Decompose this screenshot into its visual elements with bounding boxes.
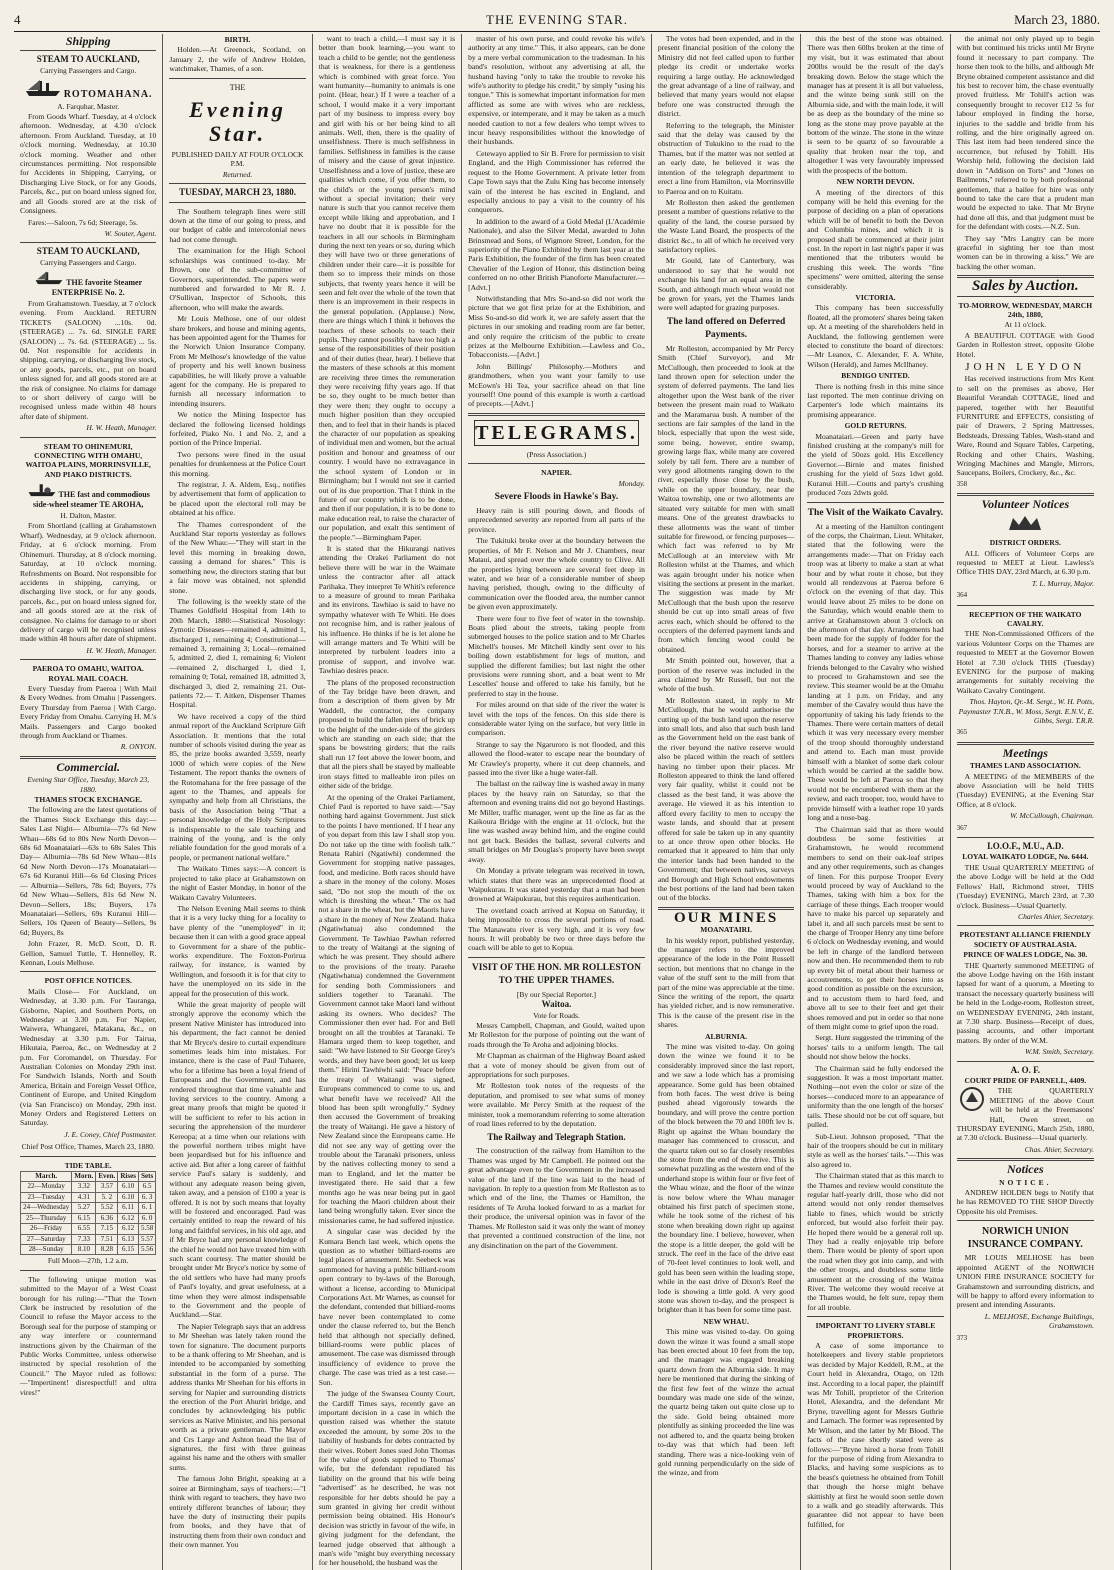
published-line: PUBLISHED DAILY AT FOUR O'CLOCK P.M. <box>171 150 304 169</box>
special-reporter: [By our Special Reporter.] <box>516 989 597 999</box>
flood-heading: Severe Floods in Hawke's Bay. <box>494 492 619 503</box>
ad1-title: STEAM TO AUCKLAND, <box>36 54 140 65</box>
masthead <box>14 6 1100 32</box>
tide-cell: 5.56 <box>138 1244 155 1254</box>
col2-paragraph: The Napier Telegraph says that an address to Mr Sheehan was lately taken round the town for signature. The document purports to be a thank offering to Mr Sheehan, and is intended to be accompanied by something substantial in the form of a purse. The address thanks Mr Sheehan for his efforts in serving for Napier and surrounding districts the erection of the Port Ahuriri bridge, and concludes by acknowledging his public services as Native Minister, and his personal worth as a private gentleman. The Mayor and Crs Large and Ashton head the list of signatures, the first with three guineas against his name and the others with smaller sums. <box>169 1321 306 1472</box>
cavalry-paragraphs <box>807 522 943 1313</box>
ad3-ship: THE fast and commodious side-wheel steamer TE AROHA, <box>20 481 156 509</box>
col7-articles <box>957 34 1094 271</box>
auction-details: Has received instructions from Mrs Kent to sell on the premises as above, Her Beautiful Verandah COTTAGE, lined and papered, together with her Beautiful FURNITURE and EFFECTS, consisting of pair of Drawers, 2 Spring Mattresses, Bedsteads, Dressing Tables, Wash-stand and Ware, Round and Square Tables, Carpeting, Rocking and other Chairs, Washing, Wringing Machines and Mangle, Mirrors, Saucepans, Boilers, Crockery, &c., &c. <box>956 374 1094 478</box>
section-shipping: Shipping <box>65 34 111 48</box>
moanataiari-heading: MOANATAIRI. <box>700 925 752 935</box>
district-orders-sign: T. L. Murray, Major. <box>1031 578 1094 588</box>
gold-returns-paragraph: Moanataiari.—Green and party have finished crushing at the company's mill for the yield of 50ozs gold. His Excellency Governor.—Birnie and mates finished crushing for the yield of 5ozs 1dwt gold. Kuranui Hill.—Coutts and party's crushing produced 7ozs 2dwts gold. <box>807 431 944 498</box>
tide-cell: 5.57 <box>138 1234 155 1244</box>
deferred-paragraph: Mr Rolleston stated, in reply to Mr McCullough, that he would authorise the cutting up of the bush land upon the reserve into small lots, and also that such bush land as the Government held on the east bank of the river beyond the native reserve would also be placed within the reach of settlers having no timber upon their places. Mr Rolleston appeared to think the land offered very fair quality, whilst it could not be classed as the best land, it was above the average. He viewed it as his intention to afford every facility to men to occupy the waste lands, and should that at present offered for sale be taken up in any quantity to at once throw open other blocks. He remarked that it appeared to him that only the interior lands had been handed to the Government; that between natives, surveys and Borough and High School endowments the best portions of the land had been taken out of the blocks. <box>657 695 795 903</box>
col3-paragraph: The judge of the Swansea County Court, the Cardiff Times says, recently gave an important decision in a case in which the question raised was whether the statute exceeded the amount, by some 20s to the liability of husbands for debts contracted by their wives. Robert Jones sued John Thomas for the value of goods supplied to Thomas' wife, but the defendant repudiated his liability on the ground that his wife being "advertised" as he described, he was not responsible for her debts should he pay a sum granted in giving her credit without permission being obtained. His Honour's decision was strictly in favour of the wife, in giving judgment for the defendant, the learned judge observed that although a man's wife "might buy everything necessary for her household, the husband was the <box>318 1389 456 1568</box>
auctioneer-name: JOHN LEYDON <box>965 361 1086 373</box>
district-orders-heading: DISTRICT ORDERS. <box>989 538 1061 548</box>
col2-paragraph: The famous John Bright, speaking at a soiree at Birmingham, says of teachers:—"I think with regard to teachers, they have two entirely different branches of labour; they have the duty of instructing their pupils from books, and they have that of instructing them from their own conduct and their own manner. You <box>169 1474 306 1550</box>
col2-paragraph: While the great majority of people will strongly approve the economy which the present Native Minister has introduced into his department, the fact cannot be denied that Mr Bryce's desire to curtail expenditure sometimes leads him into mistakes. For instance, there is the case of Paul Tuhaere, who for a lifetime has been a loyal friend of Europeans and the Government, and has rendered throughout that time valuable and loving services to the country. Among a great many proofs that might be quoted it will be sufficient to refer to his action in securing the apprehension of the murderer Kereopa; at a time when our relations with the powerful northern tribes might have been jeopardised but for his influence and active aid. But after a long career of faithful service Paul's salary is suddenly, and without any adequate reason being given, taken away, and a pension of £100 a year is offered. It is not by such means that loyalty will be fostered and encouraged. Paul was certainly entitled to reap the reward of his long and faithful services, in his old age, and if Mr Bryce had any personal knowledge of the chief he would not have treated him with such scant courtesy. The matter should be brought under Mr Bryce's notice by some of the old settlers who have had many proofs of Paul's loyalty, and great usefulness, at a time when they were almost indispensable to the Government and the people of Auckland.—Star. <box>169 999 306 1320</box>
post-sign: J. E. Coney, Chief Postmaster. <box>64 1129 157 1139</box>
col7-paragraph: the animal not only played up to begin with but continued his tricks until Mr Bryne found it necessary to part company. The horse then took to the hills, and although Mr Bryne obtained competent assistance and did his best to recover him, the chase eventually proved fruitless. Mr Tohill's action was consequently brought to recover £12 5s for labour employed in finding the horse, injuries to the saddle and bridle from his rolling, and the hire originally agreed on. This last item had been tendered since the occurrence, but refused by Tohill. His Worship held, following the decision laid down in "Addison on Torts" and "Jones on Bailments," referred to by both professional gentlemen, that a bailee for hire was only bound to take the care that a prudent man would be expected to take. That Mr Bryne had done all this, and that judgment must be for the defendant with costs.—N.Z. Sun. <box>956 34 1094 232</box>
cavalry-paragraph: The Chairman said that as there would doubtless be some festivities at Grahamstown, he would recommend members to send on their oak-leaf stripes and any other requirements, such as changes of linen. For this purpose Trooper Every would proceed by way of Auckland to the Thames, taking with him a box for the carriage of these things. Each trooper would have to make his parcel up separately and label it, and all such parcels must be sent to the charge of Trooper Henry any time before 6 o'clock on Wednesday evening, and would be left in charge of the landlord between now and then. He recommended them to rub up every bit of metal about their harness or accoutrements, to get their horses into as good condition as possible on the excursion, and to accustom them to hard feed, and above all to see to their feet and get their shoes removed and put in order so that none of them might come to grief upon the road. <box>807 824 944 1032</box>
tide-row <box>21 1182 156 1192</box>
tide-cell: 6. 3 <box>138 1192 155 1202</box>
forester-emblem <box>957 1086 987 1114</box>
flood-paragraph: Heavy rain is still pouring down, and floods of unprecedented severity are reported from all parts of the province. <box>468 506 645 534</box>
col2-paragraph: The Waikato Times says:—A concert is projected to take place at Grahamstown on the night of Easter Monday, in honor of the Waikato Cavalry Volunteers. <box>169 864 306 902</box>
reception-sign: Thos. Hayton, Qr.-M. Sergt., W. H. Potts, Paymaster T.N.B., W. Moss, Sergt. E.N.V., E. Gibbs, Sergt. T.R.R. <box>958 697 1094 725</box>
tide-cell: 7.15 <box>96 1224 118 1234</box>
waitoa-heading: Waitoa. <box>541 999 572 1010</box>
col2-paragraph: The Nelson Evening Mail seems to think that it is a very lucky thing for a locality to have plenty of the "unemployed" in it; because then it can with a good grace appeal to Government for a share of the public-works expenditure. The Foxton-Porirua railway, for instance, is wanted by Wellington, and forsooth it is for that city to have the unemployed on its side in the appeal for the prosecution of this work. <box>169 903 306 998</box>
cavalry-paragraph: At a meeting of the Hamilton contingent of the corps, the Chairman, Lieut. Whitaker, stated that the following were the arrangements made:—That on Friday each troop was at liberty to make a start at what hour and by what route it chose, but they would all rendezvous at Paeroa before 6 o'clock on the evening of that day. This would leave about 25 miles to be done on the Saturday, which would enable them to arrive at Grahamstown about 3 o'clock on the afternoon of that day. Arrangements had been made for the supply of fodder for the horses, and for a steamer to arrive at the Thames landing to convey any ladies whose friends belonged to the Cavalry who wished to proceed to Grahamstown and see the review. This steamer would be at the Omahu landing at 1 p.m. on Friday, and any member of the Cavalry would thus have the opportunity of taking his lady friends to the Thames. There were certain matters of detail which it was very necessary every member of the troop should thoroughly understand and attend to. Each man must provide himself with a blanket of some dark colour which would be carried at the saddle bow. These would be left at Paeroa so that they would not be encumbered with them at the review, and each trooper, too, would have to provide himself with a leather rope 10 yards long and a nose-bag. <box>807 521 944 823</box>
post-body: Mails Close— For Auckland, on Wednesday, at 3.30 p.m. For Tauranga, Gisborne, Napier, and Southern Ports, on Wednesday at 3.30 p.m. For Napier, Waiwera, Whangarei, Matakana, &c., on Wednesday at 3.30 p.m. For Tairua, Hikutaia, Paeroa, &c., on Wednesday at 2 p.m. For Coromandel, on Thursday. For Australian Colonies on Monday 29th inst. For Sandwich Islands, North and South America, Britain and Foreign Vessel Office, Continent of Europe, and United Kingdom (via San Francisco) on Monday, 29th inst. Money Orders and Registered Letters on Saturday. <box>20 986 157 1128</box>
victoria-paragraph: This company has been successfully floated, all the promoters' shares being taken up. At a meeting of the shareholders held in Auckland, the following gentlemen were elected to constitute the board of directors:—Mr Leanox, C. Alexander, F. A. White, Wilson (Herald), and James McIlhaney. <box>807 303 944 369</box>
tide-row <box>21 1203 156 1213</box>
tide-cell: 3.57 <box>96 1182 118 1192</box>
col3-paragraph: At the opening of the Orakei Parliament, Chief Paul is reported to have said:—"Say nothing hard against Government. Just stick to the points I have mentioned. If I hear any of you depart from this law I shall stop you. Do not take up the time with foolish talk." Renata Rahiri (Ngatiwhi) condemned the Government for stopping native passages, food, and medicine. Both races should have a share in the money of the colony. Moses said, "Do not stop the mouth of the ox which is threshing the wheat." The ox had not a share in the wheat, but the Maoris have a share in the money of New Zealand. Ihaka (Ngatiwhatua) also condemned the Government. Te Tawhiao Pawhan referred to the treaty of Waitangi at the signing of which he was present. They should adhere to the provisions of the treaty. Paraehe (Ngatiwhatua) condemned the Government for sending both Commissioners and soldiers together to Taranaki. The Government cannot take Maori land without asking its owners. Who decides? The Commissioner then ever had. For and Bell brought on all the troubles at Taranaki. Te Hamara urged them to keep together, and said: "We have listened to Sir George Grey's words, and they have been good; let us keep them." Hirini Tawhiwhi said: "Peace before the treaty of Waitangi was signed, Europeans commenced to come to us, and what benefit have we received? All the blood has been spilt wrongfully." Sydney then accused the Government of breaking the treaty of Waitangi. He gave a history of New Zealand since the Europeans came. He did not see any way of getting over the trouble about the Taranaki prisoners, unless by the natives collecting money to send a man to England, and let the matter be investigated there. He said that a few months ago he was near being put in gaol for teaching the Maori children about their land being wrongfully taken. Ever since the missionaries came, he had suffered injustice. <box>318 792 456 1225</box>
post-date: Chief Post Office, Thames, March 23, 1880. <box>21 1142 155 1152</box>
col2-paragraph: The registrar, J. A. Aldem, Esq., notifies by advertisement that form of application to be placed upon the electoral roll may be obtained at his office. <box>169 480 306 518</box>
volunteer-heading: Volunteer Notices <box>981 497 1070 512</box>
ad1-master: A. Farquhar, Master. <box>57 101 120 111</box>
post-title: POST OFFICE NOTICES. <box>44 976 132 986</box>
prince-sign: W.M. Smith, Secretary. <box>1024 1047 1094 1057</box>
ad4-title: PAEROA TO OMAHU, WAITOA. ROYAL MAIL COACH. <box>32 664 144 683</box>
tide-cell: 28—Sunday <box>21 1244 72 1254</box>
tide-cell: 26—Friday <box>21 1224 72 1234</box>
col2-paragraph: We have received a copy of the third annual report of the Auckland Scripture Gift Association. It mentions that the total number of schools visited during the year as 85, the prize books awarded 3,559, nearly 1000 of which were copies of the New Testament. The report thanks the owners of the Rotomahana for the free passage of the agent to the Thames, and appeals for sympathy and help from all Christians, the basis of the Association being "That a personal knowledge of the Holy Scriptures is indispensable to the sale teaching and training of the young, and is the only reliable foundation for the good morals of a people, or permanent national welfare." <box>169 711 306 862</box>
column-7 <box>951 34 1100 1570</box>
ad3-agent: H. W. Heath, Manager. <box>86 645 157 655</box>
exchange-title: THAMES STOCK EXCHANGE. <box>34 795 142 805</box>
deferred-paragraph: Mr Rolleston, accompanied by Mr Percy Smith (Chief Surveyor), and Mr McCullough, then proceeded to look at the land thrown open for selection under the system of deferred payments. The land lies altogether upon the West bank of the river between the present main road to Waikato and the Maramarua bush. A number of the sections are fair samples of the land in the block, especially that upon the west side, some being, however, entire swamp, growing large flax, while many are covered solely by tall fern. There are a number of very good allotments ranging down to the river, especially those close by the bush, while on the upper boundary, near the Waitoa township, one or two allotments are situated very suitable for men with small means. One of the greatest drawbacks to these allotments was the want of timber suitable for firewood, or fencing purposes—which fact was referred to by Mr McCullough at an interview with Mr Rolleston whilst at the Thames, and which was again brought under his notice when visiting the sections at present in the market. The suggestion was made by Mr McCullough that the bush upon the reserve should be cut up into small areas of five acres each, which should be offered to the occupiers of the deferred payment lands and from which fencing wood could be obtained. <box>657 343 795 654</box>
tide-cell: 7.33 <box>72 1234 96 1244</box>
flood-paragraph: For miles around on that side of the river the water is level with the tops of the fences. On this side there is considerable water lying on the surface, but very little in comparison. <box>468 700 645 738</box>
ad4-body: Every Tuesday from Paeroa | With Mail & Every Wednes. from Omahu | Passengers. Every Thursday from Paeroa | With Cargo. Every Friday from Omahu. Carrying H. M.'s Mails. Passengers and Cargo booked through from Auckland or Thames. <box>20 683 157 740</box>
col2-paragraph: The examination for the High School scholarships was continued to-day. Mr Brown, one of the sub-committee of Governors, superintended. The papers were numbered and forwarded to Mr R. J. O'Sullivan, Inspector of Schools, this afternoon, who will make the awards. <box>169 246 306 312</box>
page-number: 4 <box>14 12 21 27</box>
loyal-paragraph: THE Usual QUARTERLY MEETING of the above Lodge will be held at the Odd Fellows' Hall, Richmond street, THIS (Tuesday) EVENING, March 23rd, at 7.30 o'clock. Business—Usual Quarterly. <box>956 862 1094 910</box>
steamship-icon <box>34 269 64 285</box>
exchange-members: John Frazer, R. McD. Scott, D. R. Gellion, Samuel Tuttle, T. Hennelley, R. Kennan, Louis Melhose. <box>20 939 157 967</box>
tide-cell: 22—Monday <box>21 1182 72 1192</box>
district-orders-number: 364 <box>956 591 968 600</box>
visit-heading: VISIT OF THE HON. MR ROLLESTON TO THE UPPER THAMES. <box>471 962 642 986</box>
prince-heading: PRINCE OF WALES LODGE, No. 30. <box>963 950 1088 960</box>
auction-heading: Sales by Auction. <box>972 278 1079 295</box>
alburnia-paragraph: The mine was visited to-day. On going down the winze we found it to be considerably improved since the last report, and we saw a lode which has a promising appearance. Some gold has been obtained from both faces. The west drive is being pushed ahead vigorously towards the boundary, and will prove the centre portion of the block between the 70 and 100ft lev ls. Right up against the Whau boundary the manager has commenced to crosscut, and the quartz taken out so far closely resembles the stone from the end of the drive. This is somewhat puzzling as the western end of the underhand stope is within four or five feet of the Whau winze, and the floor of the winze is now below where the Whau manager obtained his first patch of specimen stone, while he took some of the richest of his stone when breaking down right up against the boundary line. I believe, however, when the stope is a little deeper, the gold will be struck. The reef in the face of the drive east of 70-feet level continues to look well, and gold has been seen within the leading stope, while in the east drive of Dixon's Reef the lode is showing a little gold. A very good stone was shown to-day, and the prospect is brighter than it has been for some time past. <box>657 1042 795 1315</box>
tide-row <box>21 1234 156 1244</box>
col2-articles <box>169 207 305 1550</box>
col2-paragraph: The following is the weekly state of the Thames Goldfield Hospital from 14th to 20th March, 1880:—Statistical Nosology: Zymotic Diseases—remained 4, admitted 1, discharged 1, remaining 4; Constitutional—remained 3, remaining 3; Local—remained 5, admitted 2, died 1, remaining 6; Violent—remained 2, discharged 1, died 1, remaining 0; Total, remained 18, admitted 3, discharged 3, died 2, remaining 21. Out-patients 72.— T. Aitken, Dispenser Thames Hospital. <box>169 596 306 710</box>
tide-header-cell: Morn. <box>72 1172 96 1182</box>
tide-cell: 6.13 <box>118 1234 139 1244</box>
newspaper-columns <box>14 34 1100 1568</box>
tide-cell: 6.55 <box>72 1224 96 1234</box>
tide-cell: 6.11 <box>118 1203 139 1213</box>
col2-paragraph: Two persons were fined in the usual penalties for drunkenness at the Police Court this morning. <box>169 449 306 478</box>
deferred-paragraphs <box>658 344 794 903</box>
bendigo-heading: BENDIGO UNITED. <box>841 371 910 381</box>
tide-header-cell: Sets <box>138 1172 155 1182</box>
loyal-heading: LOYAL WAIKATO LODGE, No. 6444. <box>962 852 1089 862</box>
tide-cell: 4.31 <box>72 1192 96 1202</box>
office-dateline: Evening Star Office, Tuesday, March 23, 1880. <box>27 775 150 794</box>
motto: Returned. <box>222 169 253 179</box>
tide-cell: 3.32 <box>72 1182 96 1192</box>
new-north-devon-paragraph: A meeting of the directors of this company will be held this evening for the purpose of deciding on a plan of operations which will be of benefit to both the Devon and Columbia mines, and which it is proposed shall be commenced at their joint cost. In the report in last night's paper it was mentioned that the tributers would be crushing this week. The words "fine specimens" were omitted, altering the sense considerably. <box>807 187 944 291</box>
col4-paragraph: master of his own purse, and could revoke his wife's authority at any time." This, it also appears, can be done by a mere verbal communication to the tradesman. In his band's resolution, without any advertising at all, the husband having "only to take the trouble to revoke his wife's authority to pledge his credit," by simply "using his tongue." This is somewhat important information for men afflicted as some are with wives who are reckless, expensive, or intemperate, and it may be taken as a much needed caution to not a few dealers who tempt wives to incur heavy responsibilities without the knowledge of their husbands. <box>468 34 645 147</box>
tide-cell: 8.10 <box>72 1244 96 1254</box>
col3-articles <box>319 34 455 1568</box>
tide-cell: 27—Saturday <box>21 1234 72 1244</box>
auction-time: At 11 o'clock. <box>1004 320 1047 330</box>
new-whau-heading: NEW WHAU. <box>703 1316 749 1326</box>
flood-paragraph: Strange to say the Ngaruroro is not flooded, and this allowed the flood-water to escape near the boundary of Mr Crawley's property, where it cut deep channels, and passed into the river like a huge water-fall. <box>468 739 645 778</box>
vote-heading: Vote for Roads. <box>533 1010 580 1020</box>
flood-paragraph: The Tukituki broke over at the boundary between the properties, of Mr F. Nelson and Mr J. Chambers, near Mataui, and spread over the whole country to Clive. All the properties lying between are several feet deep in water, and we hear of a considerable number of sheep having perished, though, owing to the difficulty of communication over the flooded area, the number cannot be given even approximately. <box>468 536 645 612</box>
norwich-sign: L. MELHOSE, Exchange Buildings, Grahamstown. <box>984 1311 1094 1331</box>
tla-heading: THAMES LAND ASSOCIATION. <box>969 761 1081 771</box>
ad3-master: H. Dalton, Master. <box>60 511 116 521</box>
tide-cell: 8.28 <box>96 1244 118 1254</box>
visit-paragraph: Mr Rolleston took notes of the requests of the deputation, and promised to see what sums of money were available. Mr Percy Smith at the request of the minister, took a memorandum referring to some alteration of road lines referred to by the deputation. <box>468 1081 645 1129</box>
column-6 <box>801 34 950 1570</box>
cavalry-paragraph: Sub-Lieut. Johnson proposed, "That the hair of the troopers should be cut in military style as well as the horses' tails."—This was also agreed to. <box>807 1131 944 1169</box>
ad1-fares: Fares:—Saloon, 7s 6d; Steerage, 5s. <box>28 217 138 227</box>
tide-cell: 25—Thursday <box>21 1213 72 1223</box>
col4-paragraph: John Billings' Philosophy.—Mothers and grandmothers, when you want your family to use McEown's Hi Tea, your sacrifice ahead on that line yourself! One pound of this example is worth a cartload of precepts.—[Advt.] <box>468 361 645 409</box>
nameplate-the: THE <box>229 82 246 92</box>
parnell-paragraph: THE QUARTERLY MEETING of the above Court will be held at the Freemasons' Hall, Owen street, on THURSDAY EVENING, March 25th, 1880, at 7.30 o'clock. Business—Usual quarterly. <box>956 1086 1094 1143</box>
tide-cell: 6.12 <box>118 1224 139 1234</box>
col6-paragraph: this the best of the stone was obtained. There was then 60lbs broken at the time of my visit, but it was estimated that about 200lbs would be the result of the day's breaking down. Below the stage which the manager has at present it is all but valueless, and the winze being sunk still on the Alburnia side, and with the main lode, it will be as deep as the boundary of the mine so long as the stone may prove payable at the bottom of the winze. The stone in the winze is seen to be quartz of so favourable a quality that broken near the top, and altogether I was very favourably impressed with the prospects of the bottom. <box>807 34 944 175</box>
tide-cell: 5.58 <box>138 1224 155 1234</box>
visit-paragraphs <box>468 1021 645 1128</box>
ad2-sub: Carrying Passengers and Cargo. <box>40 257 137 267</box>
tide-row <box>21 1213 156 1223</box>
flood-paragraph: There were four to five feet of water in the township. Boats plied about the streets, taking people from submerged houses to the police station and to Mr Charles Mitchell's houses. Mr Mitchell kindly sent over to his boiling down establishment for legs of mutton, and supplied the different families; but last night the other provisions were running short, and a boat went to Mr Lescelles' house and offered to take his family, but he preferred to stay in the house. <box>468 613 645 698</box>
norwich-paragraph: MR LOUIS MELHOSE has been appointed AGENT of the NORWICH UNION FIRE INSURANCE SOCIETY for Grahamstown and surrounding districts, and will be happy to afford every information to present and intending Assurants. <box>956 1253 1094 1310</box>
telegrams-heading: TELEGRAMS. <box>475 421 638 444</box>
auction-item: A BEAUTIFUL COTTAGE with Good Garden in Rolleston street, opposite Globe Hotel. <box>956 330 1094 359</box>
ad2-title: STEAM TO AUCKLAND, <box>36 246 140 257</box>
tide-cell: 6.10 <box>118 1182 139 1192</box>
tide-cell: 5.27 <box>72 1203 96 1213</box>
flood-paragraph: The ballast on the railway line is washed away in many places by the heavy rain on Saturday, so that the afternoon and evening trains did not go beyond Hastings. Mr Miller, traffic manager, went up the line as far as the Kaikoura Bridge with the engine at 11 o'clock, but the line was washed away behind him, and the engine could not get back. Besides the ballast, several culverts and small bridges on Mr Douglas's property have been swept away. <box>468 779 645 864</box>
ad1-agent: W. Souter, Agent. <box>104 228 157 238</box>
deferred-paragraph: Mr Smith pointed out, however, that a portion of the reserve was included in the area claimed by Mr Russell, but not the whole of the bush. <box>657 656 795 694</box>
crown-emblem <box>957 514 1094 534</box>
col5-paragraph: Referring to the telegraph, the Minister said that the delay was caused by the obstruction of Tukukino to the road to the Thames, but if the matter was not settled at an early date, he believed it was the intention of the telegraph department to erect a line from Hamilton, via Morrinsville to Paeroa and on to Kuitatu. <box>657 120 795 196</box>
notice-heading: NOTICE. <box>999 1177 1052 1187</box>
tide-cell: 6.10 <box>118 1192 139 1202</box>
col6-articles <box>807 34 943 175</box>
flood-paragraph: The overland coach arrived at Kopua on Saturday, it being impossible to cross the several portions of road. The Manawatu river is very high, and it is very few hours. It will probably be two or three days before the coach will be able to get to Kopua. <box>468 905 645 953</box>
col4-paragraph: In addition to the award of a Gold Medal (L'Académie Nationale), and also the Silver Medal, awarded to John Brinsmead and Sons, of Wigmore Street, London, for the superiority of the Piano Exhibited by them last year at the Paris Exhibition, the founder of the firm has been created Chevalier of the Legion of Honor, this distinction being conferred on no other British Pianoforte Manufacturer.—[Advt.] <box>468 216 645 292</box>
cavalry-paragraph: The Chairman said he fully endorsed the suggestion. It was a most important matter. Nothing—not even the color or size of the horses—conduced more to an appearance of uniformity than the one length of the horses' tails. These should not be cut off square, but pulled. <box>807 1063 944 1130</box>
bendigo-paragraph: There is nothing fresh in this mine since last reported. The men continue driving on Carpenter's lode which maintains its promising appearance. <box>807 381 944 419</box>
flood-paragraphs <box>468 506 645 953</box>
col2-paragraph: We notice the Mining Inspector has declared the following licensed holdings forfeited, Piako No. 1 and No. 2, and a portion of the Prince Imperial. <box>169 410 306 448</box>
col2-paragraph: The Southern telegraph lines were still down at the time of our going to press, and our budget of cable and intercolonial news had not come through. <box>169 206 306 244</box>
our-mines-heading: OUR MINES <box>673 909 779 926</box>
cavalry-paragraph: The Chairman stated that as this march to the Thames and review would constitute the regular half-yearly drill, those who did not attend would not only render themselves liable to fines, which would be strictly enforced, but would also forfeit their pay. He hoped there would be a general roll up. They had a really enjoyable trip before them. There would be plenty of sport upon the road when they got into camp, and with the other troops, and doubtless some little amusement at the crossing of the Waitoa River. The welcome they would receive at the Thames would, he felt sure, repay them for all trouble. <box>807 1171 944 1312</box>
cavalry-paragraph: Sergt. Hunt suggested the trimming of the horses' tails to a uniform length. The tail should not show below the hocks. <box>807 1033 944 1062</box>
norwich-number: 373 <box>956 1333 968 1342</box>
parnell-sign: Chas. Ahier, Secretary. <box>1024 1144 1094 1154</box>
tide-cell: 6.5 <box>138 1182 155 1192</box>
crown-icon <box>1005 514 1045 532</box>
railway-paragraph: The construction of the railway from Hamilton to the Thames was urged by Mr Campbell. He pointed out the great advantage even to the Government in the increased value of the land if the line was laid to the head of navigation. In reply to a question from Mr Rolleston as to which end of the line, the Thames or Hamilton, the residents of Te Aroha looked forward to as a market for their produce, the universal opinion was in favor of the Thames. Mr Rolleston said it was only the want of money that prevented a continued construction of the line, not any disinclination on the part of the Government. <box>468 1146 645 1250</box>
nameplate: Evening Star. <box>189 97 286 147</box>
tide-row <box>21 1192 156 1202</box>
col3-paragraph: It is stated that the Hikurangi natives attending the Orakei Parliament do not believe there will be war in the Waimate unless the contractor after all attack Parihaka. They interpret Te Whiti's reference to a measure of ground to mean Parihaka and its environs. Tawhiao is said to have no sympathy whatever with Te Whiti. He does not recognise him, and is rather jealous of his influence. He thinks if he is let alone he will arrange matters and Te Whiti will be interpreted by turbulent leaders into a promise of support, and involve war. Tawhiao desires peace. <box>318 543 456 676</box>
protestant-heading: PROTESTANT ALLIANCE FRIENDLY SOCIETY OF AUSTRALASIA. <box>959 930 1092 949</box>
district-orders-paragraph: ALL Officers of Volunteer Corps are requested to MEET at Lieut. Lawless's Office THIS DAY, 23rd March, at 6.30 p.m. <box>956 548 1094 577</box>
motion-paragraph: The following unique motion was submitted to the Mayor of a West Coast borough for his ruling:—"That the Town Clerk be instructed by resolution of the Council to refuse the Mayor access to the Borough seal for the purpose of stamping or any way interfere or countermand instructions given by the Chairman of the Public Works Committee, unless otherwise instructed by special resolution of the Council." The Mayor ruled as follows:—"Impertinent! disrespectful! and ultra vires!" <box>20 1274 157 1397</box>
col7-paragraph: They say "Mrs Langtry can be more graceful in sighting her toe than most women can be in throwing a kiss." We are backing the other woman. <box>956 233 1094 271</box>
tide-cell: 7.51 <box>96 1234 118 1244</box>
tide-foot: Full Moon—27th, 1.2 a.m. <box>47 1256 129 1266</box>
tide-cell: 6. 1 <box>138 1203 155 1213</box>
new-whau-paragraph: This mine was visited to-day. On going down the winze it was found a small stope has been erected about 10 feet from the top, and the manager was engaged breaking quartz down from the Alburnia side. It may here be mentioned that during the sinking of the first few feet of the winze the actual boundary was made one side of the winze, the quartz being taken out quite close up to the side. Gold being obtained more plentifully as sinking proceeded the line was not adhered to, and the quartz being broken to-day was that which had been left standing. There was a nice-looking vein of gold running perpendicularly on the side of the winze, and from <box>657 1327 795 1478</box>
parnell-heading: COURT PRIDE OF PARNELL, 4409. <box>964 1076 1087 1085</box>
dateline: TUESDAY, MARCH 23, 1880. <box>179 187 296 198</box>
auction-number: 358 <box>956 479 968 488</box>
tide-cell: 6.12 <box>118 1213 139 1223</box>
reception-paragraph: THE Non-Commissioned Officers of the various Volunteer Corps on the Thames are requested to MEET at the Governor Bowen Hotel at 7.30 o'clock THIS (Tuesday) EVENING for the purpose of making arrangements for suitably receiving the Waikato Cavalry Contingent. <box>956 629 1094 695</box>
napier-heading: NAPIER. <box>541 468 572 478</box>
tide-cell: 24—Wednesday <box>21 1203 72 1213</box>
ad2-body: From Grahamstown. Tuesday, at 7 o'clock evening. From Auckland. RETURN TICKETS (SALOON) ...10s. 0d. (STEERAGE) ... 7s. 6d. SINGLE FARE (SALOON) ... 7s. 6d. (STEERAGE) ... 5s. 0d. Not responsible for accidents in shipping, carrying, or discharging live stock, or any goods, parcels, etc., put on board unless signed for, and all goods stored are at the risk of consignee. No claims for damage to or short delivery of cargo will be recognised unless made within 48 hours after date of shipment. <box>20 298 157 421</box>
ad2-ship: THE favorite Steamer ENTERPRISE No. 2. <box>20 269 156 297</box>
gold-returns-heading: GOLD RETURNS. <box>844 421 907 431</box>
col2-paragraph: Mr Louis Melhose, one of our oldest share brokers, and house and mining agents, has been appointed agent for the Thames for the Norwich Union Insurance Company. From Mr Melhose's knowledge of the value of property and his well known business capabilities, he will likely prove a valuable agent for the company. He is prepared to furnish all necessary information to intending insurers. <box>169 314 306 408</box>
col4-paragraph: Cetewayo applied to Sir B. Frere for permission to visit England, and the High Commissioner has referred the request to the Home Government. A private letter from Cape Town says that the Zulu King has become intensely vain of the interest he has excited in England, and especially anxious to pay a visit to the country of his conquerors. <box>468 148 645 215</box>
birth-title: BIRTH. <box>224 35 251 44</box>
col5-articles <box>658 34 794 313</box>
tide-cell: 6.36 <box>96 1213 118 1223</box>
tide-header-cell: March. <box>21 1172 72 1182</box>
tla-number: 367 <box>956 823 968 832</box>
tide-cell: 6.15 <box>118 1244 139 1254</box>
tide-header-cell: Even. <box>96 1172 118 1182</box>
paper-title: THE EVENING STAR. <box>486 12 628 27</box>
norwich-heading: NORWICH UNION INSURANCE COMPANY. <box>967 1226 1083 1251</box>
col3-paragraph: want to teach a child,—I must say it is better than book learning,—you want to teach a child to be gentle; not the gentleness that is weakness, for there is a gentleness which is combined with great force. You want humanity—humanity to animals is one point. (Hear, hear.) If I were a teacher of a school, I would make it a very important part of my business to impress every boy and girl with his or her being kind to all animals. Well, then, there is the quality of unselfishness. There is much selfishness in families. Selfishness in families is the cause of misery and the cause of great injustice. Unselfishness and a love of justice, these are qualities which come, if you offer them, to the child's or the young person's mind without a special invitation; their very nature is such that you cannot receive them except while liking and approbation, and I have no doubt that it is possible for the teachers in all our schools in Birmingham during the next ten years or so, during which they will have two or three generations of children under their care—it is possible for them so to impress their minds on those subjects, that twenty years hence it will be seen and felt over the whole of the town that there is an improvement in their respects in the general population. (Applause.) Now, there are things which I think it behoves the teachers of these schools to teach their pupils. They cannot possibly have too high a sense of the responsibilities of their position and of their duties (hear, hear). I believe that the masters of these schools at this moment are receiving three times the remuneration they were receiving fifty years ago. If that be so, they ought to be much better than they were then; they ought to occupy a much higher position than they occupied then, and to feel that in their hands is placed the character of our population as speaking of individual men and women, but the actual position and honour and greatness of our country. I would have no extravagance in the school system of London or in Birmingham; but I would not see it carried out of its due proportion. That I think in the future of our country which is to be done, and then if our population, it is to be done to make education real, to raise the character of our population, and exalt this sentiment of the people."—Birmingham Paper. <box>318 34 456 542</box>
notice-paragraph: ANDREW HOLDEN begs to Notify that he has REMOVED TO THE SHOP Directly Opposite his old Premises. <box>956 1188 1094 1216</box>
livery-paragraph: A case of some importance to hotelkeepers and livery stable proprietors was decided by Major Keddell, R.M., at the Court held in Alexandra, Otago, on 12th inst. According to a local paper, the plaintiff was Mr Tohill, proprietor of the Criterion Hotel, Alexandra, and the defendant Mr Bryne, travelling agent for Messrs Guthrie and Larnach. The former was represented by Mr Wilson, and the latter by Mr Blood. The facts of the case shortly stated were as follows:—"Bryne hired a horse from Tohill for the purpose of riding from Alexandra to Blacks, and having some suspicions as to the beast's quietness he obtained from Tohill that though the horse might behave skittishly at first he would soon settle down to a walk and go steadily afterwards. This guarantee did not appear to have been fulfilled, for <box>807 1341 944 1529</box>
alburnia-heading: ALBURNIA. <box>705 1031 748 1041</box>
visit-paragraph: Messrs Campbell, Chapman, and Gould, waited upon Mr Rolleston for the purpose of pointing out the want of roads through the Te Aroha and adjoining blocks. <box>468 1020 645 1049</box>
col5-paragraph: Mr Gould, late of Canterbury, was understood to say that he would not exchange his land for an equal area in the South, and although much wheat would not be grown for years, yet the Thames lands were well adapted for grazing purposes. <box>657 256 795 313</box>
col5-paragraph: The votes had been expended, and in the present financial position of the colony the Ministry did not feel called upon to further pledge its credit or undertake works requiring a large outlay. He acknowledged the great advantage of a line of railway, and believed that many years would not elapse before one was constructed through the district. <box>657 34 795 119</box>
flood-paragraph: On Monday a private telegram was received in town, which states that there was an unprecedented flood at Waipukurau. It was stated yesterday that a man had been drowned at Waipukurau, but this requires authentication. <box>468 866 645 904</box>
ad1-ship: ROTOMAHANA. <box>20 77 156 99</box>
ad1-sub: Carrying Passengers and Cargo. <box>40 65 137 75</box>
tide-table <box>20 1171 156 1255</box>
tla-paragraph: A MEETING of the MEMBERS of the above Association will be held THIS (Tuesday) EVENING, at the Evening Star Office, at 8 o'clock. <box>956 771 1094 809</box>
section-commercial: Commercial. <box>56 759 121 774</box>
ad3-body: From Shortland (calling at Grahamstown Wharf). Wednesday, at 9 o'clock afternoon. Friday, at 6 o'clock morning. From Ohinemuri. Thursday, at 8 o'clock morning. Saturday, at 10 o'clock morning. Refreshments on Board. Not responsible for accidents in shipping, carrying, or discharging live stock, or for any goods, parcels, &c., put on board unless signed for, and all goods stored are at the risk of consignee. No claims for damage to or short delivery of cargo will be recognised unless made within 48 hours after date of shipment. <box>20 521 157 644</box>
napier-day: Monday. <box>618 478 645 488</box>
tide-cell: 6.15 <box>72 1213 96 1223</box>
visit-paragraph: Mr Chapman as chairman of the Highway Board asked that a vote of money should be given from out of appropriations for such purposes. <box>468 1051 645 1079</box>
reception-heading: RECEPTION OF THE WAIKATO CAVALRY. <box>969 609 1082 628</box>
new-north-devon-heading: NEW NORTH DEVON. <box>836 177 915 187</box>
press-association: (Press Association.) <box>526 449 587 459</box>
tide-cell: 5.52 <box>96 1203 118 1213</box>
cavalry-heading: The Visit of the Waikato Cavalry. <box>807 507 944 518</box>
forester-badge-icon <box>957 1086 987 1112</box>
masthead-date: March 23, 1880. <box>1014 12 1100 27</box>
tla-sign: W. McCullough, Chairman. <box>1010 811 1094 821</box>
col3-paragraph: The plans of the proposed reconstruction of the Tay bridge have been drawn, and from a description of them given by Mr Waddell, the contractor, the company proposed to build the fallen piers of brick up to the height of the under-side of the girders which are standing on each side; that the spans be bowstring girders; that the rails shall run 17 feet above the lower boom, and that all the piers shall be stayed by malleable iron stays fitted to malleable iron piles on either side of the bridge. <box>318 677 456 791</box>
tide-cell: 23—Tuesday <box>21 1192 72 1202</box>
exchange-body: The following are the latest quotations of the Thames Stock Exchange this day:— Sales Last Night— Alburnia—77s 6d New Whau—68s 6d to 80s New North Devon—68s 6d Moanataiari—63s to 68s Sales This Day— Alburnia—78s 6d New Whau—81s 6d New North Devon—17s Moanataiari—67s 6d Kuranui Hill—6s 6d Closing Prices— Alburnia—Sellers, 78s 6d; Buyers, 77s 6d New Whau—Sellers, 81s 6d New N. Devon—Sellers, 18s; Buyers, 17s Moanataiari—Sellers, 69s Kuranui Hill—Sellers, 10s Queen of Beauty—Sellers, 9s 6d; Buyers, 8s <box>20 805 157 937</box>
steamship-icon <box>27 481 57 497</box>
col5-paragraph: Mr Rolleston then asked the gentlemen present a number of questions relative to the quality of the land, the course pursued by the Waste Land Board, the prospects of the district &c., to all of which he received very satisfactory replies. <box>657 197 795 254</box>
column-5 <box>652 34 801 1570</box>
victoria-heading: VICTORIA. <box>855 292 896 302</box>
tide-row <box>21 1224 156 1234</box>
col4-articles <box>468 34 645 409</box>
prince-paragraph: THE Quarterly summoned MEETING of the above Lodge having on the 16th instant lapsed for want of a quorum, a Meeting to transact the necessary quarterly business will be held in the Lodge-room, Rolleston street, on WEDNESDAY EVENING, 24th instant, at 7.30 sharp. Business—Receipt of dues, passing accounts, and other important matters. By order of the W.M. <box>956 960 1094 1045</box>
moanataiari-paragraph: In his weekly report, published yesterday, the manager refers to the improved appearance of the lode in the Point Russell section, but mentions that no change in the value of the stuff sent to the mill from that part of the mine was appreciable at the time. Since the writing of the report, the quartz has yielded richer, and is now remunerative. This is the cause of the present rise in the shares. <box>657 935 795 1030</box>
ad3-title: STEAM TO OHINEMURI, CONNECTING WITH OMAHU, WAITOA PLAINS, MORRINSVILLE, AND PIAKO DISTRICTS. <box>25 441 151 479</box>
loyal-sign: Charles Ahier, Secretary. <box>1018 911 1094 921</box>
col2-paragraph: The Thames correspondent of the Auckland Star reports yesterday as follows of the New Whau:—"They will start in the level this morning in breaking down, causing a demand for shares." This is something new, the directors stating that but a fair move was obtained, not splendid stone. <box>169 519 306 595</box>
reception-number: 365 <box>956 728 968 737</box>
tide-title: TIDE TABLE. <box>64 1160 112 1170</box>
deferred-heading: The land offered on Deferred Payments. <box>666 316 786 340</box>
ad4-agent: R. ONYON. <box>120 742 157 752</box>
tide-cell: 6. 0 <box>138 1213 155 1223</box>
column-4 <box>462 34 652 1570</box>
tide-header-cell: Rises <box>118 1172 139 1182</box>
notices-heading: Notices <box>1006 1162 1044 1177</box>
birth-notice: Holden.—At Greenock, Scotland, on January 2, the wife of Andrew Holden, watchmaker, Thames, of a son. <box>169 45 306 74</box>
column-3 <box>313 34 462 1570</box>
railway-heading: The Railway and Telegraph Station. <box>487 1132 626 1143</box>
column-1 <box>14 34 163 1570</box>
tide-cell: 5. 2 <box>96 1192 118 1202</box>
col4-paragraph: Notwithstanding that Mrs So-and-so did not work the picture that we got first prize for at the Exhibition, and Miss So-and-so did work it, we are safely assert that the pictures in our smoking and reading room are far better, and only require the criticism of the public to create prizes at the Melbourne Exhibition.—Lawless and Co., Tobacconists.—[Advt.] <box>468 293 645 360</box>
aof-heading: A. O. F. <box>1010 1064 1041 1075</box>
auction-date: TO-MORROW, WEDNESDAY, MARCH 24th, 1880, <box>958 300 1093 319</box>
steamship-icon <box>24 77 62 97</box>
column-2 <box>163 34 312 1570</box>
col3-paragraph: A singular case was decided by the Kumara Bench last week, which opens the question as to whether billiard-rooms are legal places of amusement. Mr. Seebeck was summoned for having a public billiard-room open contrary to by-laws of the Borough, without a license, according to Municipal Corporations Act. Mr Warnes, as counsel for the defendant, contended that billiard-rooms have never been contemplated to come under the clause referred to, but the Bench held that although not specially defined, billiard-rooms were public places of amusement. The case was dismissed through insufficiency of evidence to prove the charge. The case was tried as a test case.—Sun. <box>318 1227 456 1387</box>
livery-heading: IMPORTANT TO LIVERY STABLE PROPRIETORS. <box>815 1321 936 1340</box>
ad1-body: From Goods Wharf. Tuesday, at 4 o'clock afternoon. Wednesday, at 4.30 o'clock afternoon. From Auckland. Tuesday, at 10 o'clock morning. Wednesday, at 10.30 o'clock morning. Weather and other circumstances permitting. Not responsible for Accidents in Shipping, Carrying, or Discharging Live Stock, or for any Goods, Parcels, &c., put on board unless signed for, and all Goods stored are at the risk of Consignees. <box>20 112 157 216</box>
ioof-heading: I.O.O.F., M.U., A.D. <box>986 841 1064 852</box>
meetings-heading: Meetings <box>1002 745 1048 760</box>
ad2-agent: H. W. Heath, Manager. <box>86 423 157 433</box>
tide-row <box>21 1244 156 1254</box>
